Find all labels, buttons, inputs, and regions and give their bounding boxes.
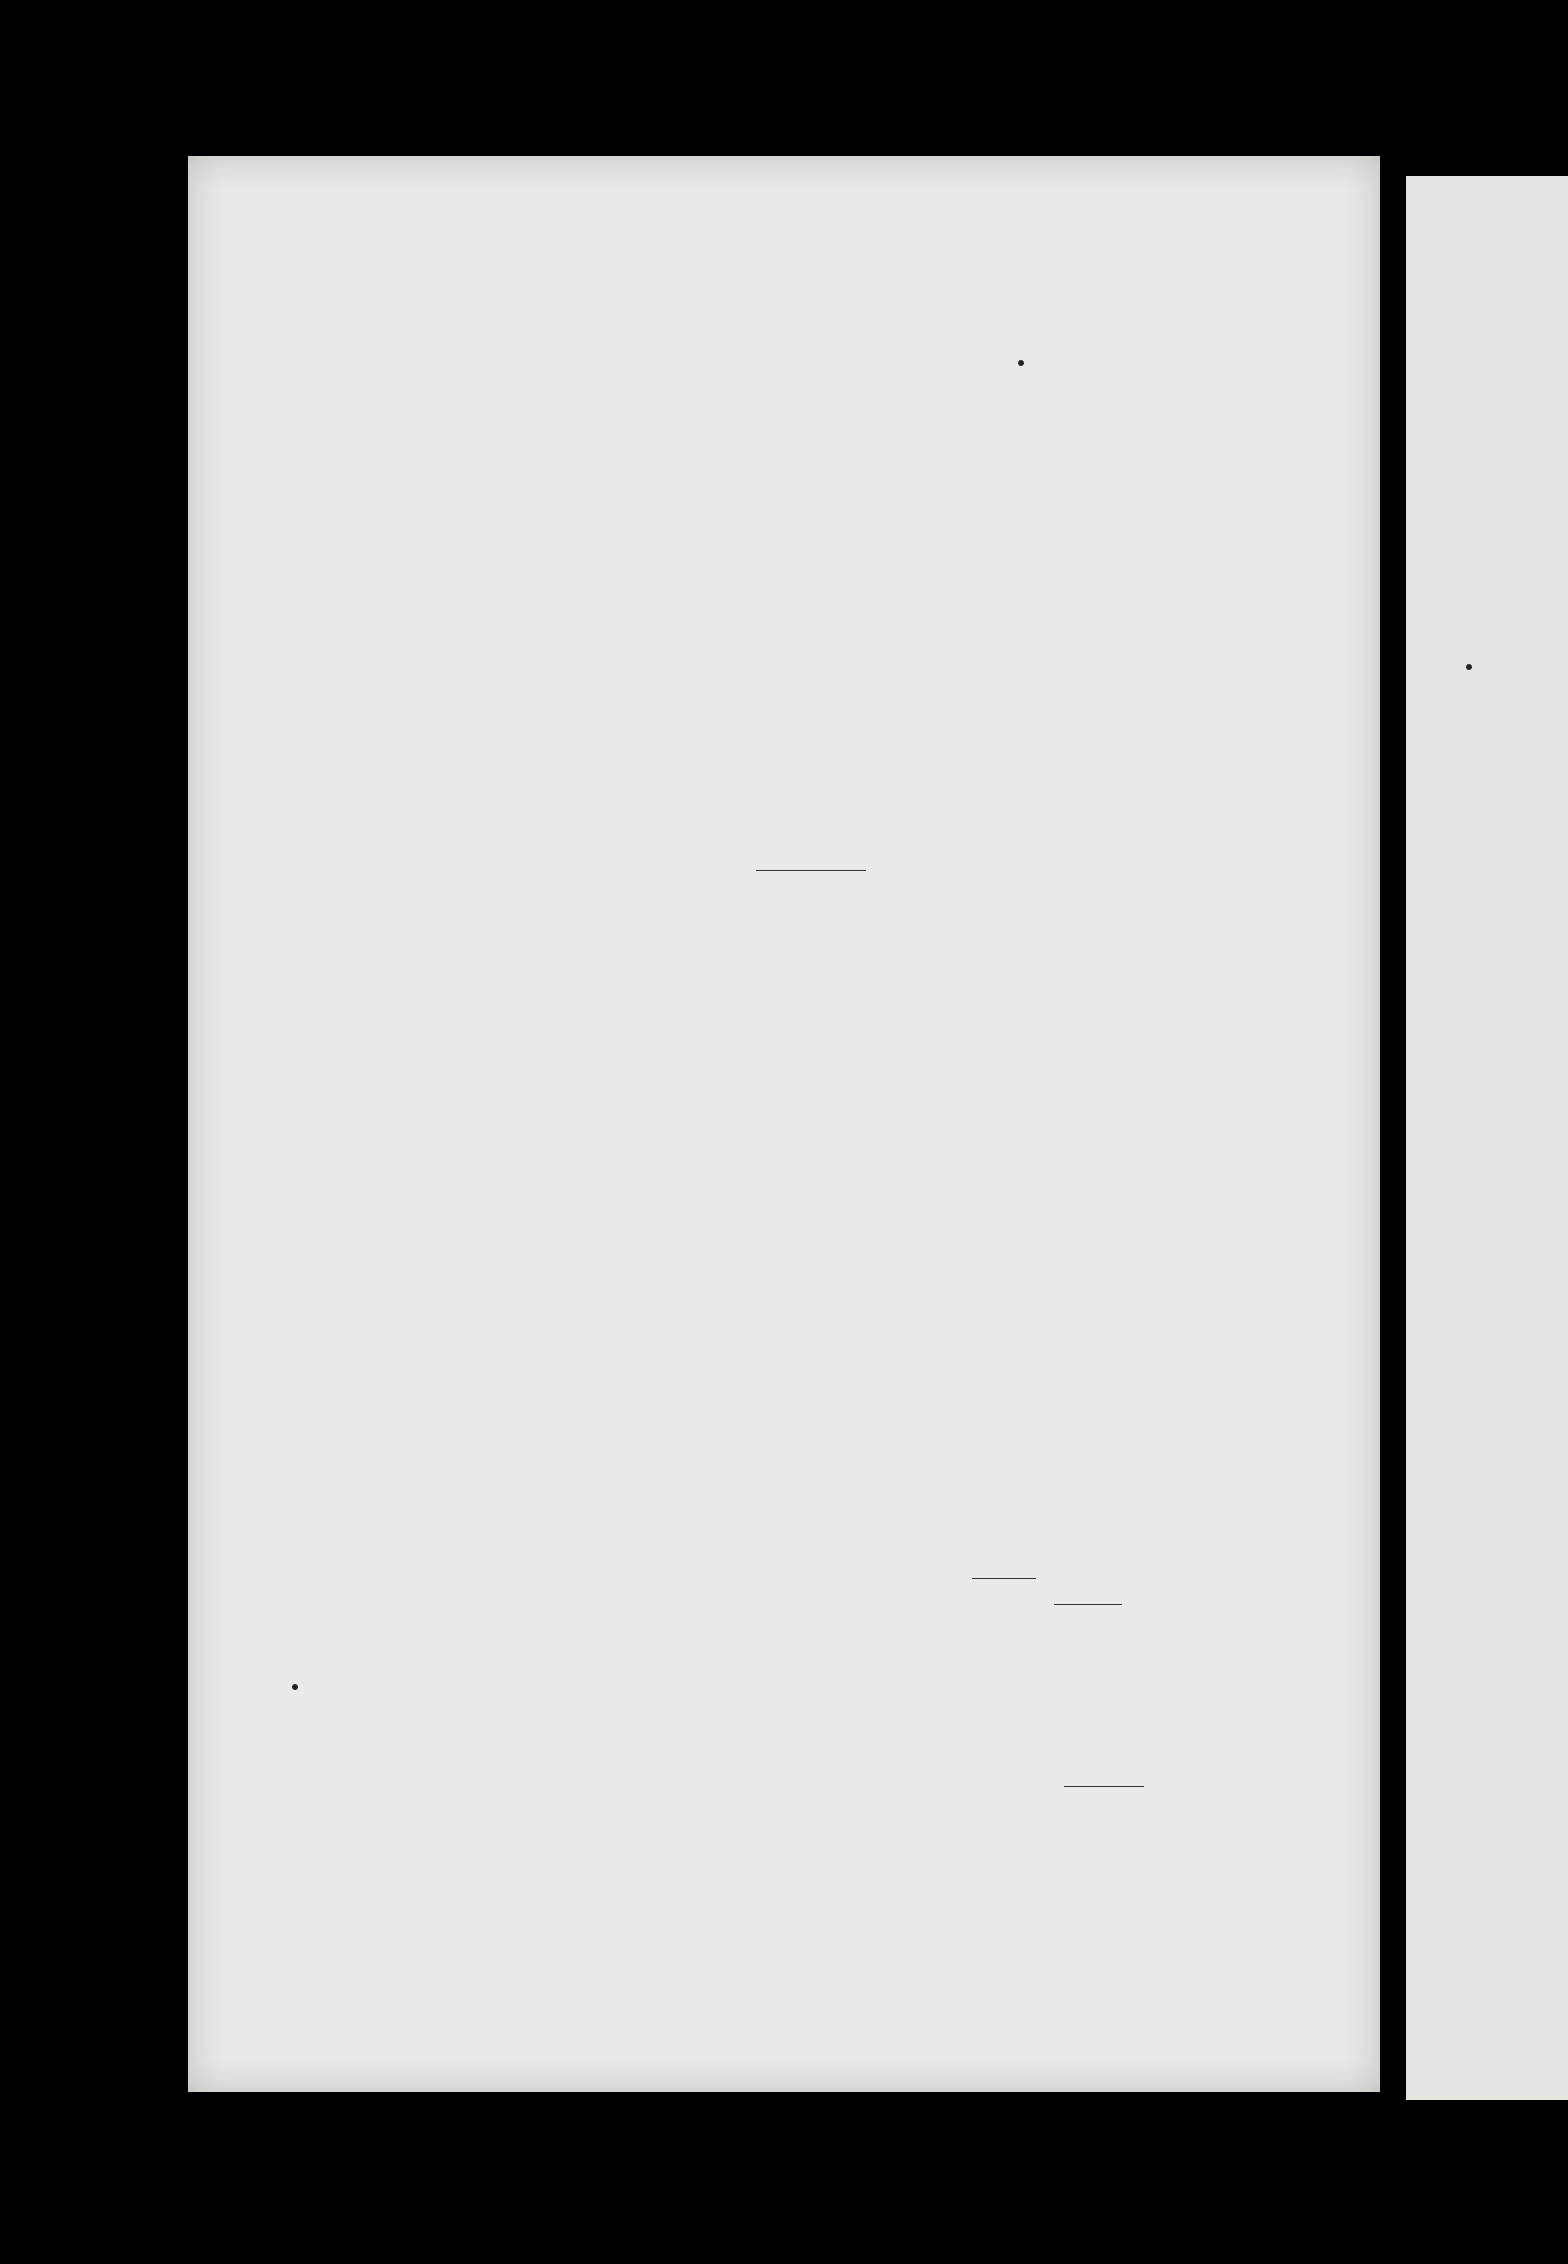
total-rule: [1064, 1786, 1144, 1787]
subtotal-rule: [972, 1578, 1036, 1579]
left-page: [188, 156, 1380, 2092]
ink-speck: [292, 1684, 298, 1690]
ink-speck: [1466, 664, 1472, 670]
section-divider: [756, 870, 866, 871]
total-rule: [1054, 1604, 1122, 1605]
right-page-strip: [1406, 176, 1568, 2100]
ink-speck: [1018, 360, 1024, 366]
